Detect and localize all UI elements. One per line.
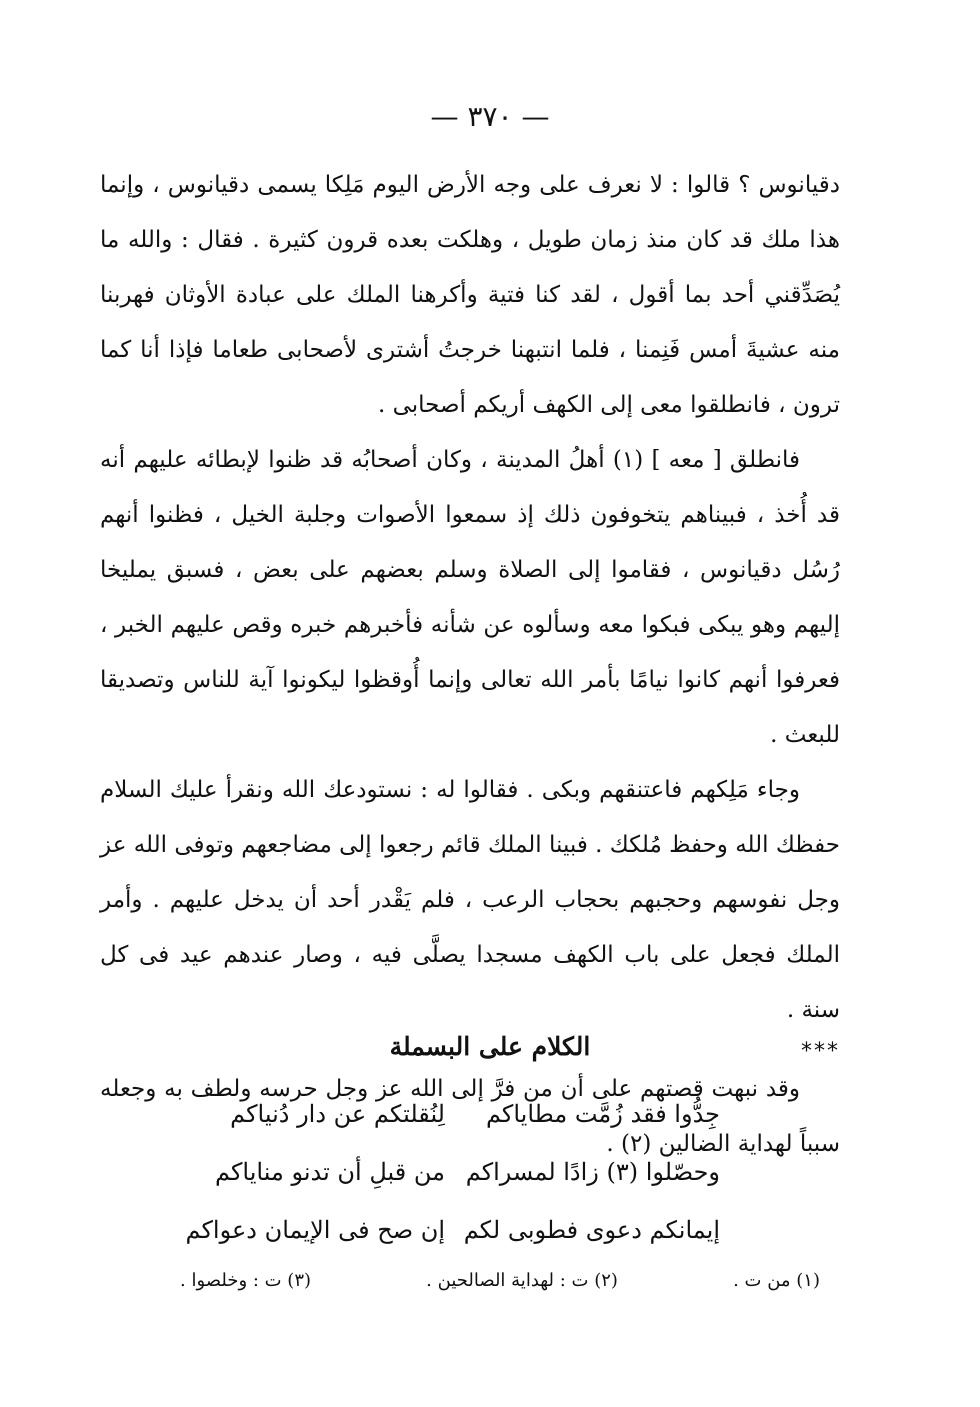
verse <box>200 1085 720 1143</box>
footnote-3: (٣) ت : وخلصوا . <box>180 1270 312 1291</box>
verse-first-half: وحصّلوا (٣) زادًا لمسراكم <box>465 1158 720 1186</box>
verse-first-half: إيمانكم دعوى فطوبى لكم <box>463 1216 720 1244</box>
poem <box>185 1085 720 1259</box>
footnotes <box>180 1270 820 1291</box>
verse-second-half: من قبلِ أن تدنو مناياكم <box>215 1158 445 1186</box>
page-number: — ٣٧٠ — <box>430 100 550 133</box>
verse-second-half: لِنُقلتكم عن دار دُنياكم <box>230 1100 445 1128</box>
verse <box>185 1201 720 1259</box>
paragraph-4: وقد نبهت قصتهم على أن من فرَّ إلى الله عز وجل حرسه ولطف به وجعله سبباً لهداية الضالين (٢) . <box>100 1076 840 1157</box>
verse-second-half: إن صح فى الإيمان دعواكم <box>185 1216 445 1244</box>
paragraph-3: وجاء مَلِكهم فاعتنقهم وبكى . فقالوا له : نستودعك الله ونقرأ عليك السلام حفظك الله وحفظ مُلكك . فبينا الملك قائم رجعوا إلى مضاجعهم وتوفى الله عز وجل نفوسهم وحجبهم بحجاب الرعب ، فلم يَقْدر أحد أن يدخل عليهم . وأمر الملك فجعل على باب الكهف مسجدا يصلَّى فيه ، وصار عندهم عيد فى كل سنة . <box>100 777 840 1023</box>
section-separator: *** <box>801 1039 840 1064</box>
footnote-2: (٢) ت : لهداية الصالحين . <box>426 1270 618 1291</box>
verse <box>200 1143 720 1201</box>
paragraph-2: فانطلق [ معه ] (١) أهلُ المدينة ، وكان أصحابُه قد ظنوا لإبطائه عليهم أنه قد أُخذ ، فبيناهم يتخوفون ذلك إذ سمعوا الأصوات وجلبة الخيل ، فظنوا أنهم رُسُل دقيانوس ، فقاموا إلى الصلاة وسلم بعضهم على بعض ، فسبق يمليخا إليهم وهو يبكى فبكوا معه وسألوه عن شأنه فأخبرهم خبره وقص عليهم الخبر ، فعرفوا أنهم كانوا نيامًا بأمر الله تعالى وإنما أُوقظوا ليكونوا آية للناس وتصديقا للبعث . <box>100 447 840 748</box>
verse-first-half: جِدُّوا فقد زُمَّت مطاياكم <box>485 1100 720 1128</box>
main-text <box>100 158 840 1172</box>
poem-title: الكلام على البسملة <box>389 1032 591 1061</box>
paragraph-1: دقيانوس ؟ قالوا : لا نعرف على وجه الأرض اليوم مَلِكا يسمى دقيانوس ، وإنما هذا ملك قد كان منذ زمان طويل ، وهلكت بعده قرون كثيرة . فقال : والله ما يُصَدِّقني أحد بما أقول ، لقد كنا فتية وأكرهنا الملك على عبادة الأوثان فهربنا منه عشيةَ أمس فَنِمنا ، فلما انتبهنا خرجتُ أشترى لأصحابى طعاما فإذا أنا كما ترون ، فانطلقوا معى إلى الكهف أريكم أصحابى . <box>100 172 840 418</box>
footnote-1: (١) من ت . <box>733 1270 820 1291</box>
